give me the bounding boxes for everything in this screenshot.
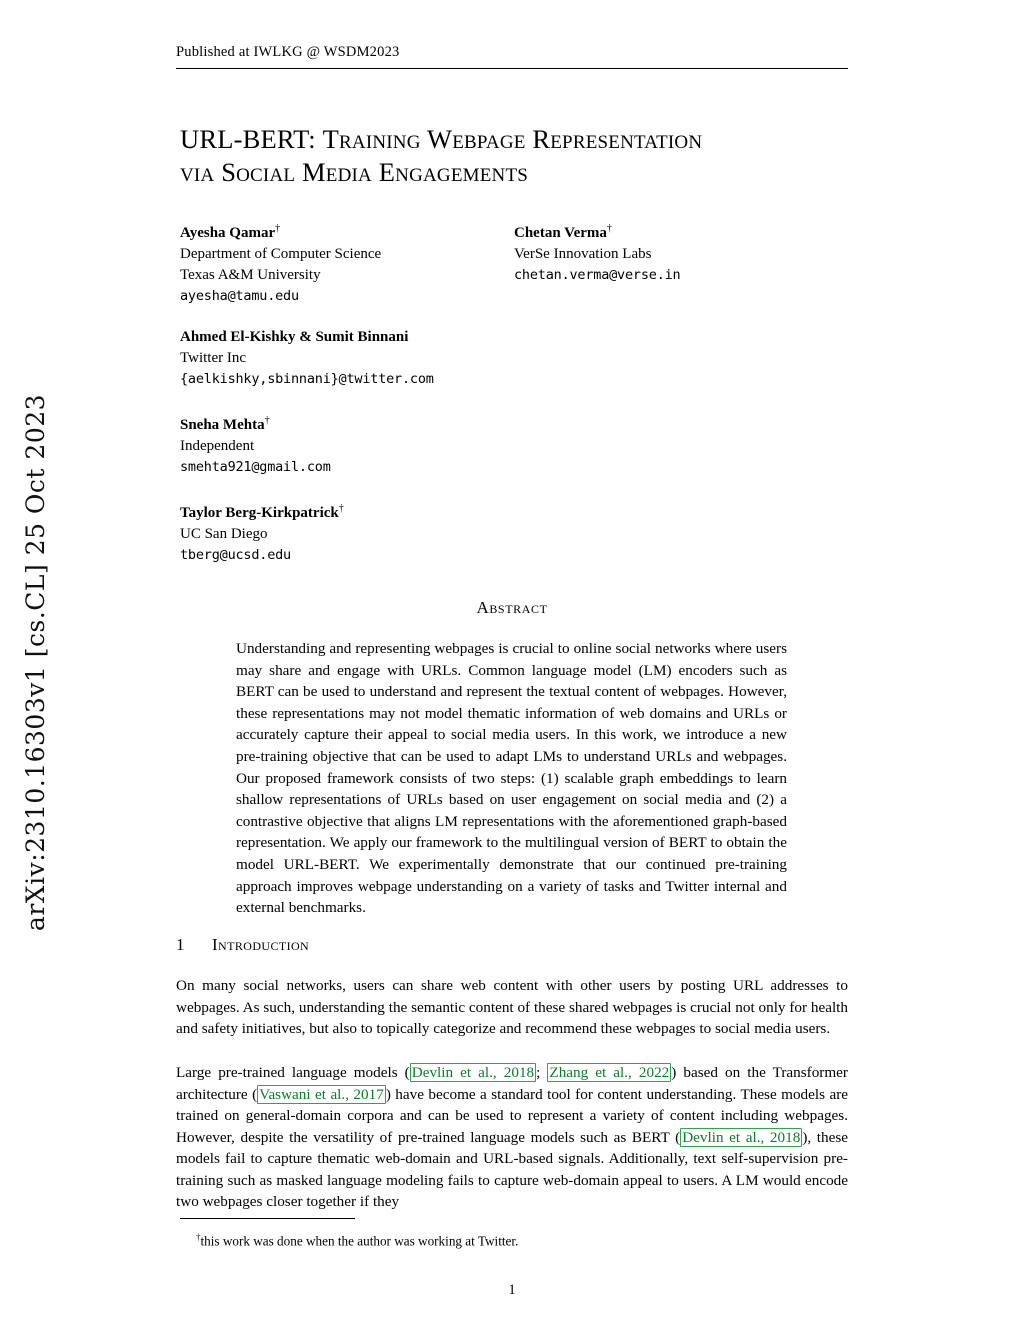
author-affiliation-1: Independent <box>180 438 255 454</box>
title-line2: via Social Media Engagements <box>180 157 529 187</box>
author-affiliation-1: Department of Computer Science <box>180 246 382 262</box>
citation-link[interactable]: Vaswani et al., 2017 <box>259 1085 384 1103</box>
author-name-text: Ayesha Qamar <box>180 225 276 241</box>
para2-part-c: ) have become a standard tool for content understanding. These models are trained on general-domain corpora and can be used to represent a variety of content including webpages. However, despite the versatility of pre-trained language models such as BERT ( <box>176 1085 848 1146</box>
author-affiliation-2: Texas A&M University <box>180 267 321 283</box>
para2-part-a: Large pre-trained language models ( <box>176 1064 410 1081</box>
author-block-3 <box>180 327 848 390</box>
paragraph-intro-1: On many social networks, users can share web content with other users by posting URL addresses to webpages. As such, understanding the semantic content of these shared webpages is crucial not only for health and safety initiatives, but also to topically categorize and recommend these webpages to social media users. <box>176 977 848 1037</box>
author-email[interactable]: chetan.verma@verse.in <box>514 267 681 283</box>
footnote-text: this work was done when the author was working at Twitter. <box>200 1233 519 1249</box>
author-row-2 <box>180 327 848 390</box>
section-number: 1 <box>176 935 185 954</box>
citation-link[interactable]: Devlin et al., 2018 <box>411 1064 535 1081</box>
author-block-4 <box>180 410 848 478</box>
author-name <box>180 410 848 436</box>
author-block-2 <box>514 218 848 307</box>
author-dagger: † <box>275 223 281 234</box>
title-line1: Training Webpage Representation <box>322 124 703 154</box>
para2-part-b: ) based on the Transformer architecture ( <box>176 1064 848 1103</box>
author-email[interactable]: smehta921@gmail.com <box>180 459 331 475</box>
header-rule <box>176 68 848 69</box>
section-title: Introduction <box>212 935 310 954</box>
author-row-4 <box>180 498 848 566</box>
author-dagger: † <box>338 503 344 514</box>
author-affiliation-1: UC San Diego <box>180 526 268 542</box>
author-email[interactable]: tberg@ucsd.edu <box>180 547 291 563</box>
running-head: Published at IWLKG @ WSDM2023 <box>176 44 400 60</box>
page-title <box>180 123 848 189</box>
abstract-text: Understanding and representing webpages is crucial to online social networks where users may share and engage with URLs. Common language model (LM) encoders such as BERT can be used to understand and represent the textual content of webpages. However, these representations may not model thematic information of web domains and URLs or accurately capture their appeal to social media users. In this work, we introduce a new pre-training objective that can be used to adapt LMs to understand URLs and webpages. Our proposed framework consists of two steps: (1) scalable graph embeddings to learn shallow representations of URLs based on user engagement on social media and (2) a contrastive objective that aligns LM representations with the aforementioned graph-based representation. We apply our framework to the multilingual version of BERT to obtain the model URL-BERT. We experimentally demonstrate that our continued pre-training approach improves webpage understanding on a variety of tasks and Twitter internal and external benchmarks. <box>236 640 787 917</box>
footnote <box>196 1228 846 1250</box>
author-dagger: † <box>606 223 612 234</box>
spacer <box>180 478 848 498</box>
footnote-marker: † <box>196 1232 201 1242</box>
author-email[interactable]: {aelkishky,sbinnani}@twitter.com <box>180 371 434 387</box>
author-name-text: Sneha Mehta <box>180 417 265 433</box>
author-name <box>514 218 848 244</box>
author-name-text: Chetan Verma <box>514 225 607 241</box>
author-email[interactable]: ayesha@tamu.edu <box>180 288 299 304</box>
page-content <box>176 0 848 1325</box>
author-name: Ahmed El-Kishky & Sumit Binnani <box>180 329 409 345</box>
author-block-5 <box>180 498 848 566</box>
author-row-3 <box>180 410 848 478</box>
title-lead: URL-BERT: <box>180 124 316 154</box>
arxiv-stamp: arXiv:2310.16303v1 [cs.CL] 25 Oct 2023 <box>20 393 50 932</box>
author-row-1 <box>180 218 848 307</box>
para2-part-d: ), these models fail to capture thematic web-domain and URL-based signals. Additionally, text self-supervision pre-training such as masked language modeling fails to capture web-domain appeal to users. A LM would encode two webpages closer together if they <box>176 1128 848 1210</box>
spacer <box>180 307 848 327</box>
abstract-heading: Abstract <box>476 598 548 617</box>
author-block-1 <box>180 218 514 307</box>
paragraph-intro-2 <box>176 1062 848 1213</box>
citation-link[interactable]: Zhang et al., 2022 <box>549 1064 670 1081</box>
footnote-rule <box>180 1218 355 1219</box>
author-affiliation-1: VerSe Innovation Labs <box>514 246 652 262</box>
author-name <box>180 218 514 244</box>
author-name-text: Taylor Berg-Kirkpatrick <box>180 505 339 521</box>
author-list <box>180 218 848 566</box>
page-number: 1 <box>508 1282 516 1298</box>
author-dagger: † <box>264 415 270 426</box>
spacer <box>180 390 848 410</box>
para2-semicolon: ; <box>536 1064 548 1081</box>
section-heading <box>176 935 848 955</box>
author-affiliation-1: Twitter Inc <box>180 350 247 366</box>
author-name <box>180 498 848 524</box>
citation-link[interactable]: Devlin et al., 2018 <box>682 1128 801 1146</box>
